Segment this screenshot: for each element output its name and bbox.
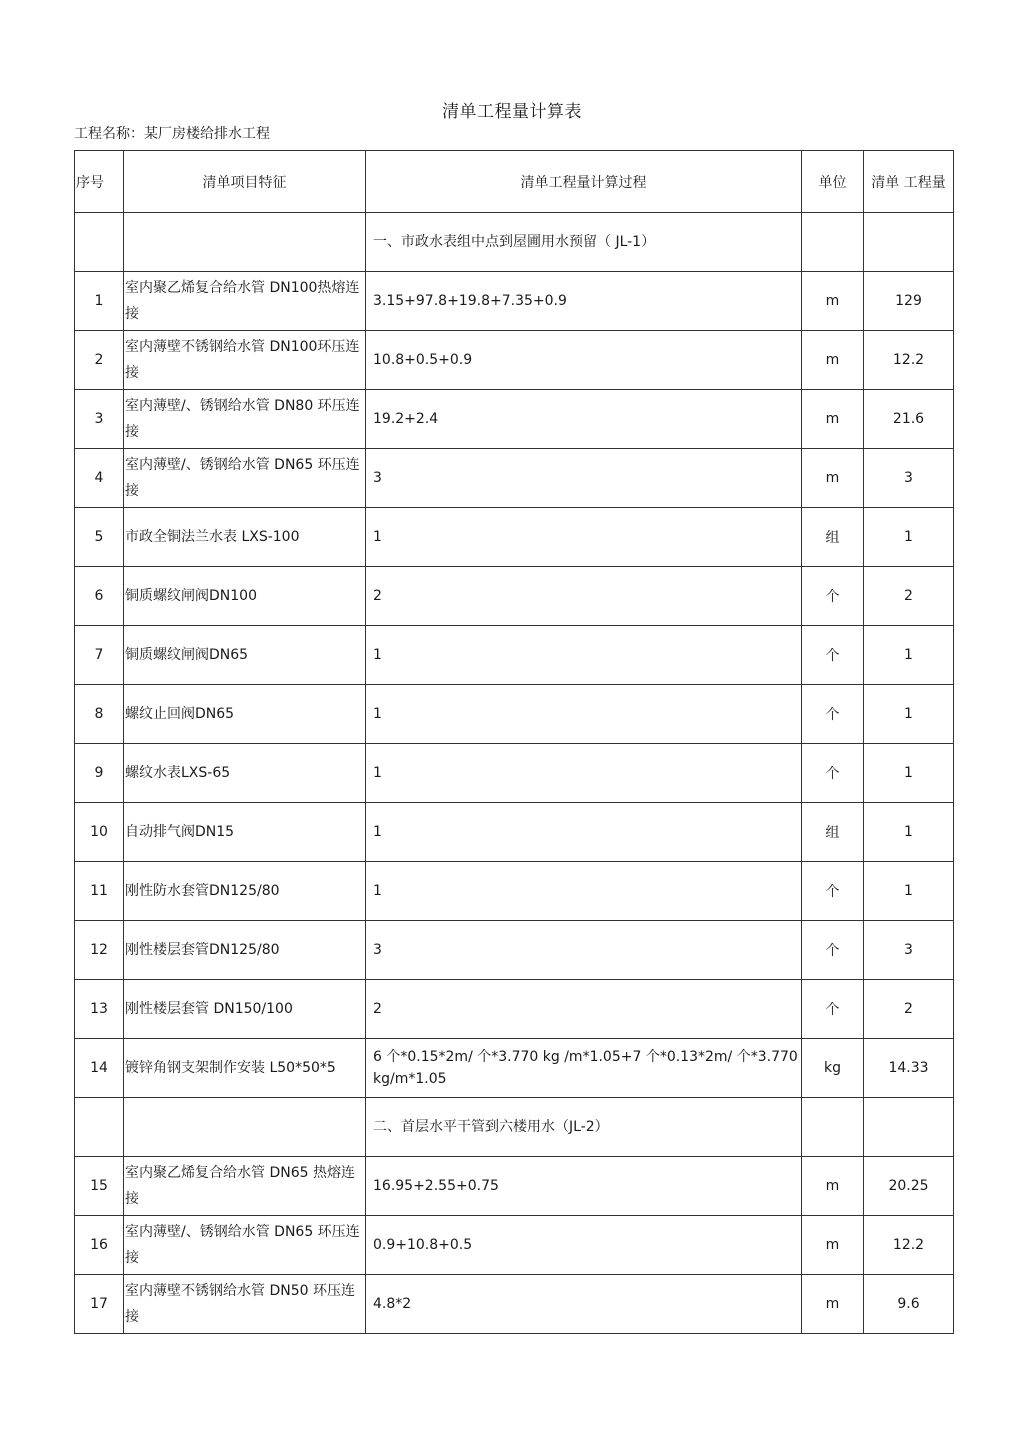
row-item: 自动排气阀DN15 <box>124 803 366 862</box>
row-no: 2 <box>75 331 124 390</box>
row-calc: 10.8+0.5+0.9 <box>366 331 802 390</box>
row-item <box>124 213 366 272</box>
row-calc: 2 <box>366 567 802 626</box>
row-qty: 14.33 <box>864 1039 954 1098</box>
row-calc: 3 <box>366 921 802 980</box>
row-qty: 12.2 <box>864 1216 954 1275</box>
row-calc: 1 <box>366 744 802 803</box>
row-no: 5 <box>75 508 124 567</box>
row-unit: m <box>802 390 864 449</box>
row-qty: 2 <box>864 567 954 626</box>
row-no: 9 <box>75 744 124 803</box>
row-no: 14 <box>75 1039 124 1098</box>
row-calc: 1 <box>366 803 802 862</box>
row-qty: 1 <box>864 508 954 567</box>
row-unit <box>802 1098 864 1157</box>
row-qty <box>864 213 954 272</box>
row-item: 室内薄壁不锈钢给水管 DN100环压连接 <box>124 331 366 390</box>
row-item: 室内薄壁不锈钢给水管 DN50 环压连接 <box>124 1275 366 1334</box>
row-item: 市政全铜法兰水表 LXS-100 <box>124 508 366 567</box>
row-calc: 0.9+10.8+0.5 <box>366 1216 802 1275</box>
table-row <box>75 1157 954 1216</box>
section-row <box>75 1098 954 1157</box>
row-item: 铜质螺纹闸阀DN100 <box>124 567 366 626</box>
row-qty: 1 <box>864 862 954 921</box>
row-unit: 个 <box>802 980 864 1039</box>
row-qty: 21.6 <box>864 390 954 449</box>
row-unit: 组 <box>802 803 864 862</box>
header-qty: 清单 工程量 <box>864 151 954 213</box>
row-calc: 2 <box>366 980 802 1039</box>
row-unit: 个 <box>802 744 864 803</box>
row-item: 刚性防水套管DN125/80 <box>124 862 366 921</box>
row-item: 螺纹水表LXS-65 <box>124 744 366 803</box>
row-item: 刚性楼层套管 DN150/100 <box>124 980 366 1039</box>
table-body <box>75 213 954 1334</box>
header-calc: 清单工程量计算过程 <box>366 151 802 213</box>
row-calc: 1 <box>366 508 802 567</box>
row-unit: 个 <box>802 626 864 685</box>
row-no: 16 <box>75 1216 124 1275</box>
table-row <box>75 331 954 390</box>
row-no: 1 <box>75 272 124 331</box>
row-unit: m <box>802 1275 864 1334</box>
row-no <box>75 213 124 272</box>
row-item: 室内薄壁/、锈钢给水管 DN65 环压连接 <box>124 1216 366 1275</box>
header-unit: 单位 <box>802 151 864 213</box>
row-item: 室内薄壁/、锈钢给水管 DN65 环压连接 <box>124 449 366 508</box>
table-row <box>75 803 954 862</box>
row-qty: 1 <box>864 685 954 744</box>
row-calc: 1 <box>366 862 802 921</box>
row-item: 铜质螺纹闸阀DN65 <box>124 626 366 685</box>
row-unit: 个 <box>802 567 864 626</box>
row-unit: m <box>802 449 864 508</box>
table-header-row <box>75 151 954 213</box>
row-item: 室内薄壁/、锈钢给水管 DN80 环压连接 <box>124 390 366 449</box>
row-unit: m <box>802 1216 864 1275</box>
row-calc: 二、首层水平干管到六楼用水（JL-2） <box>366 1098 802 1157</box>
table-row <box>75 272 954 331</box>
row-unit: m <box>802 272 864 331</box>
row-no: 17 <box>75 1275 124 1334</box>
row-no: 8 <box>75 685 124 744</box>
row-unit: 个 <box>802 862 864 921</box>
row-unit: 组 <box>802 508 864 567</box>
row-qty: 9.6 <box>864 1275 954 1334</box>
quantity-table <box>74 150 954 1334</box>
row-calc: 3.15+97.8+19.8+7.35+0.9 <box>366 272 802 331</box>
row-item: 室内聚乙烯复合给水管 DN65 热熔连接 <box>124 1157 366 1216</box>
table-row <box>75 390 954 449</box>
row-calc: 3 <box>366 449 802 508</box>
row-qty: 1 <box>864 803 954 862</box>
table-row <box>75 921 954 980</box>
row-item: 刚性楼层套管DN125/80 <box>124 921 366 980</box>
row-qty <box>864 1098 954 1157</box>
row-calc: 6 个*0.15*2m/ 个*3.770 kg /m*1.05+7 个*0.13*2m/ 个*3.770 kg/m*1.05 <box>366 1039 802 1098</box>
row-no: 13 <box>75 980 124 1039</box>
row-unit <box>802 213 864 272</box>
row-qty: 3 <box>864 449 954 508</box>
row-qty: 12.2 <box>864 331 954 390</box>
row-item: 室内聚乙烯复合给水管 DN100热熔连接 <box>124 272 366 331</box>
row-item: 螺纹止回阀DN65 <box>124 685 366 744</box>
row-no: 4 <box>75 449 124 508</box>
table-row <box>75 980 954 1039</box>
section-row <box>75 213 954 272</box>
page-title: 清单工程量计算表 <box>442 102 582 122</box>
row-no <box>75 1098 124 1157</box>
row-calc: 16.95+2.55+0.75 <box>366 1157 802 1216</box>
row-no: 6 <box>75 567 124 626</box>
row-no: 10 <box>75 803 124 862</box>
table-row <box>75 1275 954 1334</box>
row-calc: 19.2+2.4 <box>366 390 802 449</box>
table-row <box>75 862 954 921</box>
row-unit: m <box>802 1157 864 1216</box>
table-row <box>75 1216 954 1275</box>
row-unit: m <box>802 331 864 390</box>
project-name: 工程名称：某厂房楼给排水工程 <box>74 126 270 142</box>
table-row <box>75 567 954 626</box>
row-no: 11 <box>75 862 124 921</box>
row-unit: 个 <box>802 685 864 744</box>
table-row <box>75 1039 954 1098</box>
row-no: 7 <box>75 626 124 685</box>
table-row <box>75 744 954 803</box>
row-qty: 3 <box>864 921 954 980</box>
table-row <box>75 449 954 508</box>
header-no: 序号 <box>75 151 124 213</box>
table-row <box>75 626 954 685</box>
row-qty: 2 <box>864 980 954 1039</box>
row-item: 镀锌角钢支架制作安装 L50*50*5 <box>124 1039 366 1098</box>
row-unit: kg <box>802 1039 864 1098</box>
row-calc: 1 <box>366 685 802 744</box>
row-no: 12 <box>75 921 124 980</box>
row-calc: 一、市政水表组中点到屋圃用水预留（ JL-1） <box>366 213 802 272</box>
table-row <box>75 685 954 744</box>
row-qty: 1 <box>864 626 954 685</box>
row-no: 3 <box>75 390 124 449</box>
row-unit: 个 <box>802 921 864 980</box>
row-no: 15 <box>75 1157 124 1216</box>
table-row <box>75 508 954 567</box>
row-calc: 4.8*2 <box>366 1275 802 1334</box>
row-qty: 129 <box>864 272 954 331</box>
row-qty: 1 <box>864 744 954 803</box>
row-qty: 20.25 <box>864 1157 954 1216</box>
row-calc: 1 <box>366 626 802 685</box>
row-item <box>124 1098 366 1157</box>
header-item: 清单项目特征 <box>124 151 366 213</box>
